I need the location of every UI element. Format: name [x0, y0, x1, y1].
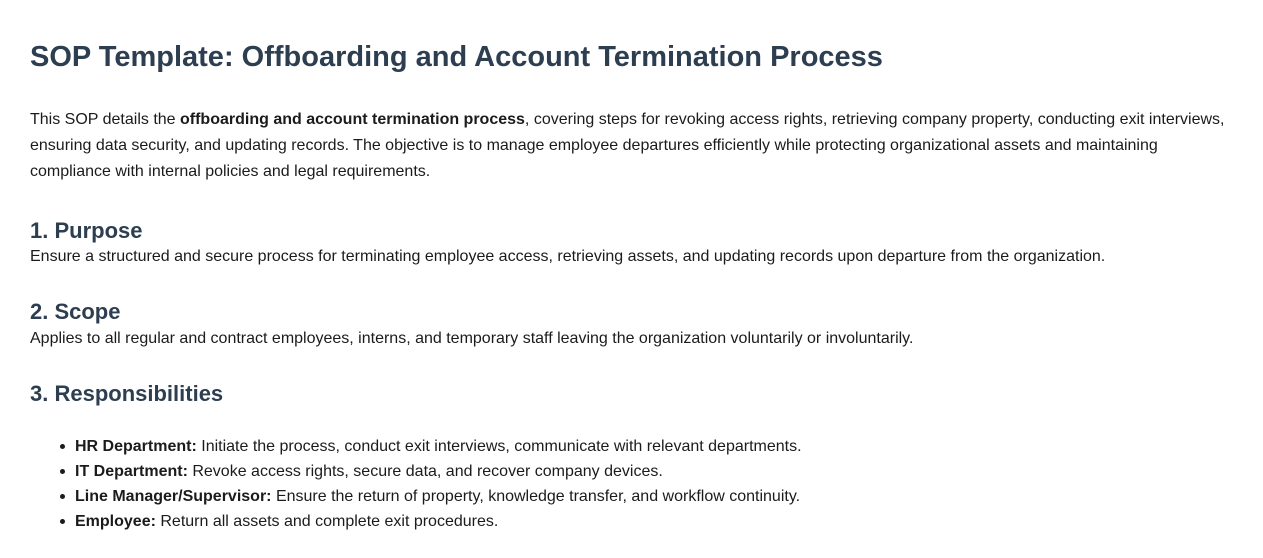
list-item-text: Revoke access rights, secure data, and recover company devices. — [187, 462, 663, 480]
section-heading-scope: 2. Scope — [30, 299, 121, 325]
page-title: SOP Template: Offboarding and Account Termination Process — [30, 41, 883, 73]
section-heading-purpose: 1. Purpose — [30, 217, 143, 243]
list-item-hr-department — [75, 434, 1230, 459]
section-body-scope: Applies to all regular and contract employees, interns, and temporary staff leaving the organization voluntarily or involuntarily. — [30, 329, 914, 347]
responsibilities-list — [30, 434, 1230, 534]
list-item-line-manager — [75, 484, 1230, 509]
intro-paragraph — [30, 107, 1230, 185]
list-item-it-department — [75, 459, 1230, 484]
list-item-label: HR Department: — [75, 437, 197, 455]
list-item-label: IT Department: — [75, 462, 188, 480]
list-item-label: Employee: — [75, 512, 156, 530]
intro-text-post: , covering steps for revoking access rights, retrieving company property, conducting exit interviews, ensuring data security, and updating records. The objective is to manage employee departures efficiently while protecting organizational assets and maintaining compliance with internal policies and legal requirements. — [30, 110, 1225, 180]
list-item-employee — [75, 509, 1230, 534]
section-heading-responsibilities: 3. Responsibilities — [30, 380, 224, 406]
intro-text-bold: offboarding and account termination process — [180, 110, 525, 128]
list-item-text: Ensure the return of property, knowledge transfer, and workflow continuity. — [271, 487, 801, 505]
list-item-text: Initiate the process, conduct exit interviews, communicate with relevant departments. — [196, 437, 802, 455]
list-item-text: Return all assets and complete exit procedures. — [155, 512, 499, 530]
list-item-label: Line Manager/Supervisor: — [75, 487, 272, 505]
intro-text-pre: This SOP details the — [30, 110, 180, 128]
section-body-purpose: Ensure a structured and secure process for terminating employee access, retrieving assets, and updating records upon departure from the organization. — [30, 248, 1106, 266]
